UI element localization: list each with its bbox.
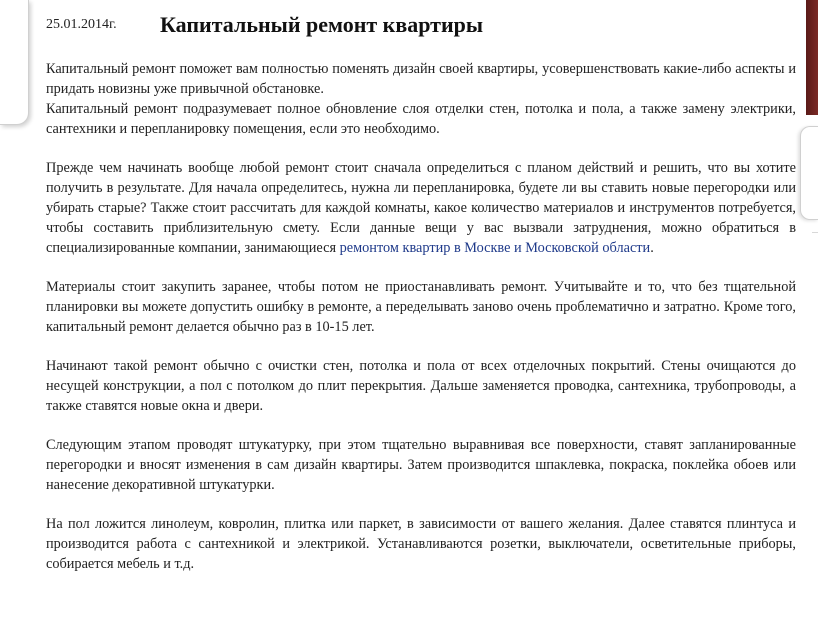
article-title: Капитальный ремонт квартиры [160, 12, 484, 37]
right-side-panel [800, 126, 818, 220]
left-panel-edge [0, 0, 29, 125]
article-body [46, 59, 796, 593]
paragraph-5: Следующим этапом проводят штукатурку, при этом тщательно выравнивая все поверхности, ставят запланированные перегородки и вносят изменения в сам дизайн квартиры. Затем производится шпаклевка, покраска, поклейка обоев или нанесение декоративной штукатурки. [46, 437, 796, 493]
paragraph-1-line-2: Капитальный ремонт подразумевает полное обновление слоя отделки стен, потолка и пола, а также замену электрики, сантехники и перепланировку помещения, если это необходимо. [46, 101, 796, 137]
paragraph-2-end: . [650, 240, 654, 256]
paragraph-2-text: Прежде чем начинать вообще любой ремонт стоит сначала определиться с планом действий и решить, что вы хотите получить в результате. Для начала определитесь, нужна ли перепланировка, будете ли вы ставить новые перегородки или убирать старые? Также стоит рассчитать для каждой комнаты, какое количество материалов и инструментов потребуется, чтобы составить приблизительную смету. Если данные вещи у вас вызвали затруднения, можно обратиться в специализированные компании, занимающиеся [46, 160, 796, 256]
right-decorative-strip [806, 0, 818, 115]
repair-services-link[interactable]: ремонтом квартир в Москве и Московской области [339, 240, 651, 256]
paragraph-1-line-1: Капитальный ремонт поможет вам полностью поменять дизайн своей квартиры, усовершенствовать какие-либо аспекты и придать новизны уже привычной обстановке. [46, 61, 796, 97]
paragraph-6: На пол ложится линолеум, ковролин, плитка или паркет, в зависимости от вашего желания. Далее ставятся плинтуса и производится работа с сантехникой и электрикой. Устанавливаются розетки, выключатели, осветительные приборы, собирается мебель и т.д. [46, 516, 796, 572]
right-divider [812, 232, 818, 233]
paragraph-4: Начинают такой ремонт обычно с очистки стен, потолка и пола от всех отделочных покрытий. Стены очищаются до несущей конструкции, а пол с потолком до плит перекрытия. Дальше заменяется проводка, сантехника, трубопроводы, а также ставятся новые окна и двери. [46, 358, 796, 414]
paragraph-3: Материалы стоит закупить заранее, чтобы потом не приостанавливать ремонт. Учитывайте и то, что без тщательной планировки вы можете допустить ошибку в ремонте, а переделывать заново очень проблематично и затратно. Кроме того, капитальный ремонт делается обычно раз в 10-15 лет. [46, 279, 796, 335]
paragraph-2 [46, 158, 796, 258]
article-date: 25.01.2014г. [46, 17, 117, 32]
paragraph-1 [46, 59, 796, 139]
